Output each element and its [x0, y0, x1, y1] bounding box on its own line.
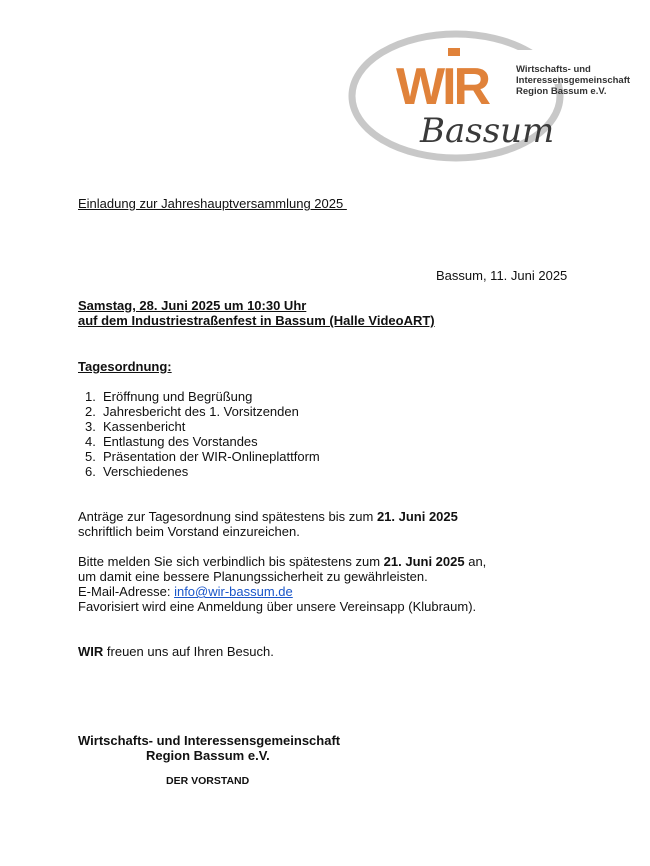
closing-line: WIR freuen uns auf Ihren Besuch. — [78, 644, 274, 659]
agenda-item: 1. Eröffnung und Begrüßung — [85, 389, 253, 404]
logo-organization-name: Wirtschafts- und Interessensgemeinschaft Region Bassum e.V. — [516, 64, 631, 97]
registration-deadline: 21. Juni 2025 — [383, 554, 465, 569]
event-location: auf dem Industriestraßenfest in Bassum (Halle VideoART) — [78, 313, 435, 328]
agenda-item: 2. Jahresbericht des 1. Vorsitzenden — [85, 404, 299, 419]
logo-script: Bassum — [420, 111, 555, 151]
place-date: Bassum, 11. Juni 2025 — [436, 268, 568, 283]
signature-board: DER VORSTAND — [166, 775, 250, 787]
registration-paragraph: Bitte melden Sie sich verbindlich bis spätestens zum 21. Juni 2025 an, um damit eine bessere Planungssicherheit zu gewährleisten. E-Mail-Adresse: info@wir-bassum.de Favorisiert wird eine Anmeldung über unsere Vereinsapp (Klubraum). — [78, 554, 487, 614]
logo-dot — [448, 48, 460, 56]
signature-org-line2: Region Bassum e.V. — [146, 748, 270, 763]
motions-paragraph: Anträge zur Tagesordnung sind spätestens bis zum 21. Juni 2025 schriftlich beim Vorstand einzureichen. — [78, 509, 458, 539]
signature-org-line1: Wirtschafts- und Interessensgemeinschaft — [78, 733, 341, 748]
agenda-item: 6. Verschiedenes — [85, 464, 189, 479]
invitation-title: Einladung zur Jahreshauptversammlung 2025 — [78, 196, 347, 211]
logo-wordmark: WIR — [396, 58, 489, 116]
agenda-item: 5. Präsentation der WIR-Onlineplattform — [85, 449, 320, 464]
motions-deadline: 21. Juni 2025 — [376, 509, 458, 524]
agenda-item: 3. Kassenbericht — [85, 419, 186, 434]
organization-logo — [348, 30, 638, 165]
email-link[interactable]: info@wir-bassum.de — [174, 584, 293, 599]
agenda-item: 4. Entlastung des Vorstandes — [85, 434, 258, 449]
agenda-heading: Tagesordnung: — [78, 359, 172, 374]
event-date-time: Samstag, 28. Juni 2025 um 10:30 Uhr — [78, 298, 307, 313]
closing-brand: WIR — [78, 644, 104, 659]
event-details — [78, 298, 435, 328]
logo-graphic — [348, 30, 638, 165]
agenda-list — [85, 389, 320, 479]
